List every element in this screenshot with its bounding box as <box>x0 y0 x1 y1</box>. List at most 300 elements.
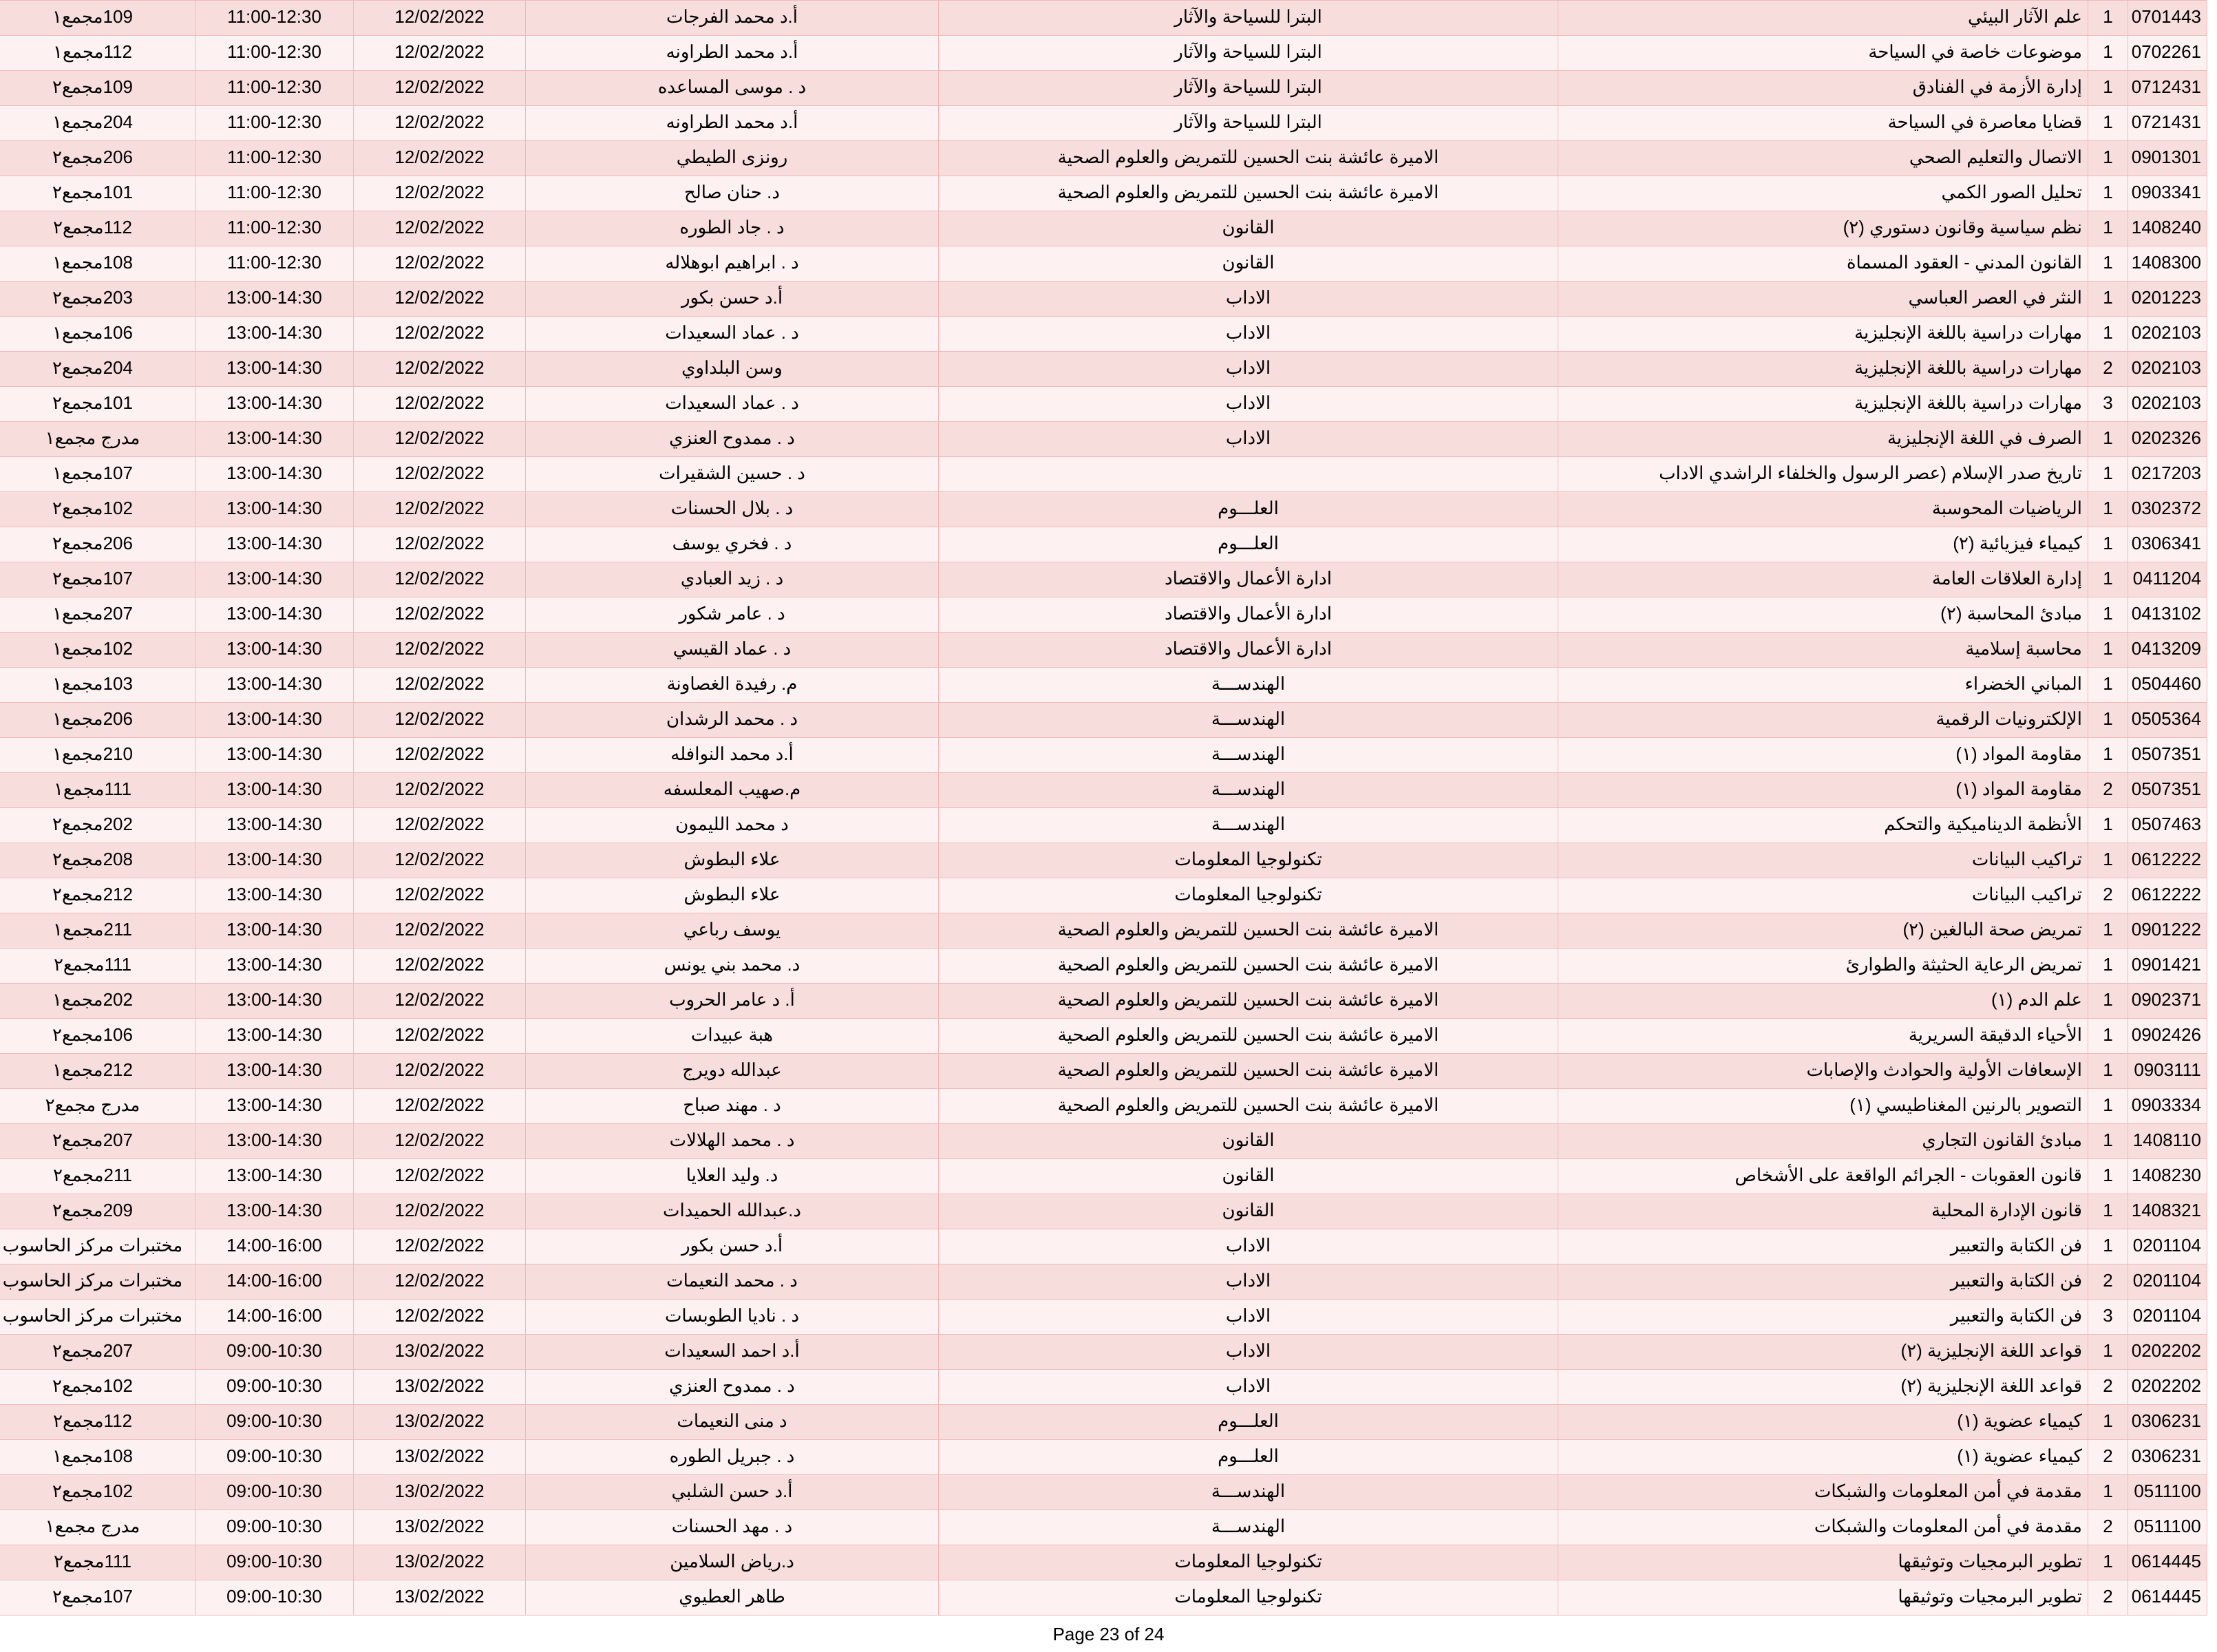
table-row <box>0 1019 2207 1054</box>
instructor-cell: د منى النعيمات <box>526 1405 939 1440</box>
exam-date-cell: 12/02/2022 <box>354 1089 526 1124</box>
course-code-cell: 0302372 <box>2128 492 2207 527</box>
faculty-cell: العلـــوم <box>939 492 1558 527</box>
course-code-cell: 0504460 <box>2128 668 2207 703</box>
course-name-cell: قواعد اللغة الإنجليزية (٢) <box>1558 1335 2088 1370</box>
section-number-cell: 1 <box>2088 1229 2128 1264</box>
exam-date-cell: 12/02/2022 <box>354 422 526 457</box>
section-number-cell: 1 <box>2088 1545 2128 1580</box>
exam-date-cell: 12/02/2022 <box>354 984 526 1019</box>
table-row <box>0 1335 2207 1370</box>
course-name-cell: فن الكتابة والتعبير <box>1558 1300 2088 1335</box>
instructor-cell: أ.د محمد الفرجات <box>526 1 939 36</box>
exam-room-cell: 202مجمع١ <box>0 984 195 1019</box>
course-code-cell: 1408240 <box>2128 211 2207 246</box>
exam-date-cell: 12/02/2022 <box>354 633 526 668</box>
exam-time-cell: 13:00-14:30 <box>195 387 354 422</box>
exam-room-cell: 102مجمع٢ <box>0 1370 195 1405</box>
faculty-cell: الاميرة عائشة بنت الحسين للتمريض والعلوم الصحية <box>939 1054 1558 1089</box>
course-code-cell: 0614445 <box>2128 1580 2207 1616</box>
faculty-cell: ادارة الأعمال والاقتصاد <box>939 633 1558 668</box>
exam-date-cell: 12/02/2022 <box>354 703 526 738</box>
exam-room-cell: 102مجمع٢ <box>0 492 195 527</box>
section-number-cell: 1 <box>2088 492 2128 527</box>
section-number-cell: 1 <box>2088 1194 2128 1229</box>
exam-room-cell: 109مجمع١ <box>0 1 195 36</box>
exam-room-cell: 206مجمع٢ <box>0 141 195 176</box>
course-name-cell: إدارة الأزمة في الفنادق <box>1558 71 2088 106</box>
exam-time-cell: 11:00-12:30 <box>195 106 354 141</box>
course-code-cell: 0507351 <box>2128 738 2207 773</box>
section-number-cell: 1 <box>2088 1124 2128 1159</box>
exam-room-cell: مدرج مجمع١ <box>0 1510 195 1545</box>
faculty-cell: القانون <box>939 211 1558 246</box>
exam-date-cell: 12/02/2022 <box>354 597 526 633</box>
exam-date-cell: 12/02/2022 <box>354 211 526 246</box>
section-number-cell: 1 <box>2088 1405 2128 1440</box>
table-row <box>0 317 2207 352</box>
instructor-cell: د . مهد الحسنات <box>526 1510 939 1545</box>
instructor-cell: د . عماد السعيدات <box>526 387 939 422</box>
course-name-cell: تمريض صحة البالغين (٢) <box>1558 913 2088 949</box>
exam-room-cell: 109مجمع٢ <box>0 71 195 106</box>
exam-room-cell: 108مجمع١ <box>0 1440 195 1475</box>
table-row <box>0 1089 2207 1124</box>
course-name-cell: مهارات دراسية باللغة الإنجليزية <box>1558 317 2088 352</box>
faculty-cell: الهندســـة <box>939 703 1558 738</box>
exam-room-cell: 108مجمع١ <box>0 246 195 282</box>
exam-time-cell: 13:00-14:30 <box>195 668 354 703</box>
instructor-cell: د . عماد القيسي <box>526 633 939 668</box>
section-number-cell: 1 <box>2088 71 2128 106</box>
instructor-cell: د . محمد النعيمات <box>526 1264 939 1300</box>
course-name-cell: تحليل الصور الكمي <box>1558 176 2088 211</box>
table-row <box>0 773 2207 808</box>
course-code-cell: 0903111 <box>2128 1054 2207 1089</box>
faculty-cell: الاداب <box>939 317 1558 352</box>
exam-date-cell: 13/02/2022 <box>354 1545 526 1580</box>
exam-room-cell: 207مجمع١ <box>0 597 195 633</box>
section-number-cell: 1 <box>2088 633 2128 668</box>
table-row <box>0 562 2207 597</box>
exam-room-cell: 103مجمع١ <box>0 668 195 703</box>
course-code-cell: 0413102 <box>2128 597 2207 633</box>
faculty-cell: الاداب <box>939 1264 1558 1300</box>
course-name-cell: مقدمة في أمن المعلومات والشبكات <box>1558 1510 2088 1545</box>
faculty-cell: القانون <box>939 1194 1558 1229</box>
exam-time-cell: 09:00-10:30 <box>195 1440 354 1475</box>
section-number-cell: 1 <box>2088 562 2128 597</box>
course-name-cell: مبادئ القانون التجاري <box>1558 1124 2088 1159</box>
instructor-cell: أ.د محمد الطراونه <box>526 36 939 71</box>
exam-room-cell: 102مجمع٢ <box>0 1475 195 1510</box>
exam-time-cell: 13:00-14:30 <box>195 1194 354 1229</box>
exam-room-cell: 207مجمع٢ <box>0 1124 195 1159</box>
exam-time-cell: 09:00-10:30 <box>195 1475 354 1510</box>
exam-date-cell: 12/02/2022 <box>354 282 526 317</box>
instructor-cell: د . زيد العبادي <box>526 562 939 597</box>
instructor-cell: يوسف رباعي <box>526 913 939 949</box>
course-code-cell: 0511100 <box>2128 1510 2207 1545</box>
section-number-cell: 1 <box>2088 1159 2128 1194</box>
instructor-cell: د محمد الليمون <box>526 808 939 843</box>
exam-room-cell: 101مجمع٢ <box>0 176 195 211</box>
course-name-cell: تراكيب البيانات <box>1558 843 2088 878</box>
course-code-cell: 0217203 <box>2128 457 2207 492</box>
instructor-cell: د . ممدوح العنزي <box>526 422 939 457</box>
exam-time-cell: 09:00-10:30 <box>195 1510 354 1545</box>
course-code-cell: 0511100 <box>2128 1475 2207 1510</box>
table-row <box>0 141 2207 176</box>
exam-time-cell: 09:00-10:30 <box>195 1545 354 1580</box>
instructor-cell: د . عماد السعيدات <box>526 317 939 352</box>
course-code-cell: 1408300 <box>2128 246 2207 282</box>
course-name-cell: مقدمة في أمن المعلومات والشبكات <box>1558 1475 2088 1510</box>
course-code-cell: 1408230 <box>2128 1159 2207 1194</box>
exam-room-cell: 111مجمع٢ <box>0 949 195 984</box>
exam-date-cell: 12/02/2022 <box>354 141 526 176</box>
instructor-cell: د . ناديا الطوبسات <box>526 1300 939 1335</box>
section-number-cell: 1 <box>2088 808 2128 843</box>
course-name-cell: تمريض الرعاية الحثيثة والطوارئ <box>1558 949 2088 984</box>
course-code-cell: 0903334 <box>2128 1089 2207 1124</box>
instructor-cell: د.رياض السلامين <box>526 1545 939 1580</box>
exam-date-cell: 12/02/2022 <box>354 913 526 949</box>
table-row <box>0 984 2207 1019</box>
exam-room-cell: 207مجمع٢ <box>0 1335 195 1370</box>
exam-time-cell: 14:00-16:00 <box>195 1300 354 1335</box>
exam-room-cell: 211مجمع٢ <box>0 1159 195 1194</box>
table-row <box>0 878 2207 913</box>
course-name-cell: تطوير البرمجيات وتوثيقها <box>1558 1580 2088 1616</box>
course-name-cell: مبادئ المحاسبة (٢) <box>1558 597 2088 633</box>
instructor-cell: د . ممدوح العنزي <box>526 1370 939 1405</box>
course-name-cell: الرياضيات المحوسبة <box>1558 492 2088 527</box>
faculty-cell: الاميرة عائشة بنت الحسين للتمريض والعلوم الصحية <box>939 1089 1558 1124</box>
section-number-cell: 1 <box>2088 597 2128 633</box>
faculty-cell: ادارة الأعمال والاقتصاد <box>939 562 1558 597</box>
faculty-cell: الهندســـة <box>939 808 1558 843</box>
faculty-cell: الاميرة عائشة بنت الحسين للتمريض والعلوم الصحية <box>939 1019 1558 1054</box>
course-name-cell: قواعد اللغة الإنجليزية (٢) <box>1558 1370 2088 1405</box>
faculty-cell: البترا للسياحة والآثار <box>939 106 1558 141</box>
instructor-cell: رونزى الطيطي <box>526 141 939 176</box>
table-row <box>0 738 2207 773</box>
exam-room-cell: مدرج مجمع١ <box>0 422 195 457</box>
section-number-cell: 1 <box>2088 668 2128 703</box>
exam-room-cell: 204مجمع١ <box>0 106 195 141</box>
exam-date-cell: 13/02/2022 <box>354 1370 526 1405</box>
instructor-cell: د . فخري يوسف <box>526 527 939 562</box>
exam-date-cell: 12/02/2022 <box>354 317 526 352</box>
exam-room-cell: 202مجمع٢ <box>0 808 195 843</box>
course-name-cell: فن الكتابة والتعبير <box>1558 1229 2088 1264</box>
course-code-cell: 0306231 <box>2128 1440 2207 1475</box>
page-footer: Page 23 of 24 <box>1052 1624 1165 1644</box>
exam-time-cell: 09:00-10:30 <box>195 1580 354 1616</box>
exam-time-cell: 14:00-16:00 <box>195 1264 354 1300</box>
table-row <box>0 457 2207 492</box>
course-name-cell: محاسبة إسلامية <box>1558 633 2088 668</box>
table-row <box>0 1194 2207 1229</box>
faculty-cell: البترا للسياحة والآثار <box>939 1 1558 36</box>
instructor-cell: أ.د محمد النوافله <box>526 738 939 773</box>
section-number-cell: 1 <box>2088 1054 2128 1089</box>
instructor-cell: د. وليد العلايا <box>526 1159 939 1194</box>
faculty-cell: الاداب <box>939 1335 1558 1370</box>
table-row <box>0 843 2207 878</box>
course-code-cell: 0712431 <box>2128 71 2207 106</box>
course-name-cell: المباني الخضراء <box>1558 668 2088 703</box>
section-number-cell: 2 <box>2088 1580 2128 1616</box>
exam-room-cell: 107مجمع٢ <box>0 1580 195 1616</box>
exam-time-cell: 09:00-10:30 <box>195 1405 354 1440</box>
section-number-cell: 1 <box>2088 36 2128 71</box>
section-number-cell: 1 <box>2088 1019 2128 1054</box>
instructor-cell: د . جاد الطوره <box>526 211 939 246</box>
exam-room-cell: مختبرات مركز الحاسوب <box>0 1300 195 1335</box>
exam-time-cell: 13:00-14:30 <box>195 492 354 527</box>
exam-time-cell: 13:00-14:30 <box>195 738 354 773</box>
instructor-cell: د. حنان صالح <box>526 176 939 211</box>
exam-time-cell: 11:00-12:30 <box>195 246 354 282</box>
exam-room-cell: 212مجمع٢ <box>0 878 195 913</box>
course-name-cell: التصوير بالرنين المغناطيسي (١) <box>1558 1089 2088 1124</box>
instructor-cell: م. رفيدة الغصاونة <box>526 668 939 703</box>
course-name-cell: القانون المدني - العقود المسماة <box>1558 246 2088 282</box>
instructor-cell: د . جبريل الطوره <box>526 1440 939 1475</box>
instructor-cell: د. محمد بني يونس <box>526 949 939 984</box>
course-code-cell: 0721431 <box>2128 106 2207 141</box>
exam-time-cell: 13:00-14:30 <box>195 1124 354 1159</box>
exam-time-cell: 13:00-14:30 <box>195 843 354 878</box>
exam-room-cell: 204مجمع٢ <box>0 352 195 387</box>
exam-room-cell: 106مجمع١ <box>0 317 195 352</box>
faculty-cell: القانون <box>939 1124 1558 1159</box>
course-name-cell: تاريخ صدر الإسلام (عصر الرسول والخلفاء الراشدي الاداب <box>1558 457 2088 492</box>
instructor-cell: د . موسى المساعده <box>526 71 939 106</box>
exam-time-cell: 11:00-12:30 <box>195 1 354 36</box>
section-number-cell: 1 <box>2088 527 2128 562</box>
section-number-cell: 1 <box>2088 211 2128 246</box>
exam-date-cell: 12/02/2022 <box>354 492 526 527</box>
faculty-cell: الاميرة عائشة بنت الحسين للتمريض والعلوم الصحية <box>939 176 1558 211</box>
instructor-cell: د . حسين الشقيرات <box>526 457 939 492</box>
faculty-cell: الاداب <box>939 282 1558 317</box>
exam-date-cell: 12/02/2022 <box>354 878 526 913</box>
course-name-cell: مقاومة المواد (١) <box>1558 773 2088 808</box>
exam-date-cell: 12/02/2022 <box>354 457 526 492</box>
table-row <box>0 1580 2207 1616</box>
table-row <box>0 1054 2207 1089</box>
table-row <box>0 949 2207 984</box>
instructor-cell: علاء البطوش <box>526 878 939 913</box>
course-code-cell: 0201104 <box>2128 1300 2207 1335</box>
exam-date-cell: 12/02/2022 <box>354 808 526 843</box>
exam-time-cell: 13:00-14:30 <box>195 949 354 984</box>
faculty-cell: الاداب <box>939 1229 1558 1264</box>
table-row <box>0 1475 2207 1510</box>
table-row <box>0 633 2207 668</box>
faculty-cell: العلـــوم <box>939 527 1558 562</box>
section-number-cell: 2 <box>2088 1370 2128 1405</box>
exam-time-cell: 13:00-14:30 <box>195 422 354 457</box>
table-row <box>0 1510 2207 1545</box>
exam-room-cell: مختبرات مركز الحاسوب <box>0 1264 195 1300</box>
exam-time-cell: 11:00-12:30 <box>195 211 354 246</box>
faculty-cell: تكنولوجيا المعلومات <box>939 1580 1558 1616</box>
exam-date-cell: 12/02/2022 <box>354 1054 526 1089</box>
section-number-cell: 1 <box>2088 738 2128 773</box>
exam-time-cell: 13:00-14:30 <box>195 317 354 352</box>
exam-time-cell: 13:00-14:30 <box>195 913 354 949</box>
exam-room-cell: مدرج مجمع٢ <box>0 1089 195 1124</box>
exam-room-cell: 112مجمع١ <box>0 36 195 71</box>
exam-date-cell: 12/02/2022 <box>354 1 526 36</box>
faculty-cell: ادارة الأعمال والاقتصاد <box>939 597 1558 633</box>
faculty-cell: الهندســـة <box>939 668 1558 703</box>
course-code-cell: 0901222 <box>2128 913 2207 949</box>
table-row <box>0 1124 2207 1159</box>
course-code-cell: 0202202 <box>2128 1370 2207 1405</box>
table-row <box>0 527 2207 562</box>
table-row <box>0 1 2207 36</box>
section-number-cell: 1 <box>2088 457 2128 492</box>
exam-time-cell: 13:00-14:30 <box>195 597 354 633</box>
section-number-cell: 2 <box>2088 1264 2128 1300</box>
course-code-cell: 0507463 <box>2128 808 2207 843</box>
exam-time-cell: 13:00-14:30 <box>195 1089 354 1124</box>
table-row <box>0 1370 2207 1405</box>
section-number-cell: 1 <box>2088 703 2128 738</box>
exam-date-cell: 13/02/2022 <box>354 1335 526 1370</box>
exam-date-cell: 12/02/2022 <box>354 773 526 808</box>
faculty-cell: الهندســـة <box>939 1475 1558 1510</box>
instructor-cell: أ.د محمد الطراونه <box>526 106 939 141</box>
instructor-cell: وسن البلداوي <box>526 352 939 387</box>
faculty-cell: الاداب <box>939 352 1558 387</box>
table-row <box>0 106 2207 141</box>
exam-time-cell: 13:00-14:30 <box>195 773 354 808</box>
table-row <box>0 36 2207 71</box>
course-code-cell: 0701443 <box>2128 1 2207 36</box>
exam-time-cell: 13:00-14:30 <box>195 352 354 387</box>
exam-time-cell: 13:00-14:30 <box>195 562 354 597</box>
course-name-cell: الإسعافات الأولية والحوادث والإصابات <box>1558 1054 2088 1089</box>
section-number-cell: 1 <box>2088 1335 2128 1370</box>
table-row <box>0 387 2207 422</box>
table-row <box>0 808 2207 843</box>
exam-date-cell: 12/02/2022 <box>354 738 526 773</box>
course-name-cell: فن الكتابة والتعبير <box>1558 1264 2088 1300</box>
table-row <box>0 492 2207 527</box>
faculty-cell: القانون <box>939 1159 1558 1194</box>
faculty-cell: الاداب <box>939 422 1558 457</box>
course-code-cell: 0612222 <box>2128 843 2207 878</box>
course-name-cell: الصرف في اللغة الإنجليزية <box>1558 422 2088 457</box>
exam-date-cell: 13/02/2022 <box>354 1475 526 1510</box>
exam-date-cell: 12/02/2022 <box>354 668 526 703</box>
exam-date-cell: 12/02/2022 <box>354 1194 526 1229</box>
exam-date-cell: 12/02/2022 <box>354 843 526 878</box>
table-row <box>0 703 2207 738</box>
exam-time-cell: 14:00-16:00 <box>195 1229 354 1264</box>
table-row <box>0 1405 2207 1440</box>
exam-time-cell: 13:00-14:30 <box>195 984 354 1019</box>
faculty-cell: الاميرة عائشة بنت الحسين للتمريض والعلوم الصحية <box>939 141 1558 176</box>
faculty-cell: الاميرة عائشة بنت الحسين للتمريض والعلوم الصحية <box>939 949 1558 984</box>
table-row <box>0 1300 2207 1335</box>
faculty-cell: القانون <box>939 246 1558 282</box>
exam-room-cell: 210مجمع١ <box>0 738 195 773</box>
exam-time-cell: 11:00-12:30 <box>195 71 354 106</box>
exam-room-cell: 101مجمع٢ <box>0 387 195 422</box>
course-code-cell: 0507351 <box>2128 773 2207 808</box>
course-name-cell: كيمياء فيزيائية (٢) <box>1558 527 2088 562</box>
exam-time-cell: 13:00-14:30 <box>195 633 354 668</box>
course-name-cell: الاتصال والتعليم الصحي <box>1558 141 2088 176</box>
section-number-cell: 1 <box>2088 1475 2128 1510</box>
exam-date-cell: 12/02/2022 <box>354 1264 526 1300</box>
section-number-cell: 3 <box>2088 1300 2128 1335</box>
section-number-cell: 1 <box>2088 1089 2128 1124</box>
instructor-cell: د . عامر شكور <box>526 597 939 633</box>
course-code-cell: 0201104 <box>2128 1229 2207 1264</box>
exam-time-cell: 13:00-14:30 <box>195 1019 354 1054</box>
table-row <box>0 176 2207 211</box>
instructor-cell: عبدالله دويرج <box>526 1054 939 1089</box>
exam-room-cell: 107مجمع٢ <box>0 562 195 597</box>
exam-date-cell: 12/02/2022 <box>354 246 526 282</box>
exam-time-cell: 13:00-14:30 <box>195 457 354 492</box>
course-code-cell: 0202202 <box>2128 1335 2207 1370</box>
table-row <box>0 246 2207 282</box>
section-number-cell: 1 <box>2088 1 2128 36</box>
instructor-cell: طاهر العطيوي <box>526 1580 939 1616</box>
course-code-cell: 0202103 <box>2128 387 2207 422</box>
section-number-cell: 2 <box>2088 878 2128 913</box>
course-name-cell: قانون الإدارة المحلية <box>1558 1194 2088 1229</box>
table-row <box>0 211 2207 246</box>
course-code-cell: 0902426 <box>2128 1019 2207 1054</box>
exam-time-cell: 11:00-12:30 <box>195 36 354 71</box>
faculty-cell: العلـــوم <box>939 1405 1558 1440</box>
faculty-cell <box>939 457 1558 492</box>
exam-room-cell: 208مجمع٢ <box>0 843 195 878</box>
instructor-cell: د . ابراهيم ابوهلاله <box>526 246 939 282</box>
course-name-cell: علم الآثار البيئي <box>1558 1 2088 36</box>
section-number-cell: 1 <box>2088 843 2128 878</box>
faculty-cell: تكنولوجيا المعلومات <box>939 878 1558 913</box>
exam-time-cell: 09:00-10:30 <box>195 1370 354 1405</box>
exam-date-cell: 12/02/2022 <box>354 176 526 211</box>
exam-time-cell: 11:00-12:30 <box>195 141 354 176</box>
faculty-cell: الاميرة عائشة بنت الحسين للتمريض والعلوم الصحية <box>939 984 1558 1019</box>
course-name-cell: قضايا معاصرة في السياحة <box>1558 106 2088 141</box>
exam-date-cell: 13/02/2022 <box>354 1440 526 1475</box>
exam-date-cell: 12/02/2022 <box>354 949 526 984</box>
table-row <box>0 1159 2207 1194</box>
exam-date-cell: 12/02/2022 <box>354 1124 526 1159</box>
section-number-cell: 2 <box>2088 352 2128 387</box>
instructor-cell: علاء البطوش <box>526 843 939 878</box>
section-number-cell: 3 <box>2088 387 2128 422</box>
exam-date-cell: 12/02/2022 <box>354 562 526 597</box>
table-row <box>0 1229 2207 1264</box>
faculty-cell: العلـــوم <box>939 1440 1558 1475</box>
course-code-cell: 0903341 <box>2128 176 2207 211</box>
faculty-cell: الهندســـة <box>939 773 1558 808</box>
